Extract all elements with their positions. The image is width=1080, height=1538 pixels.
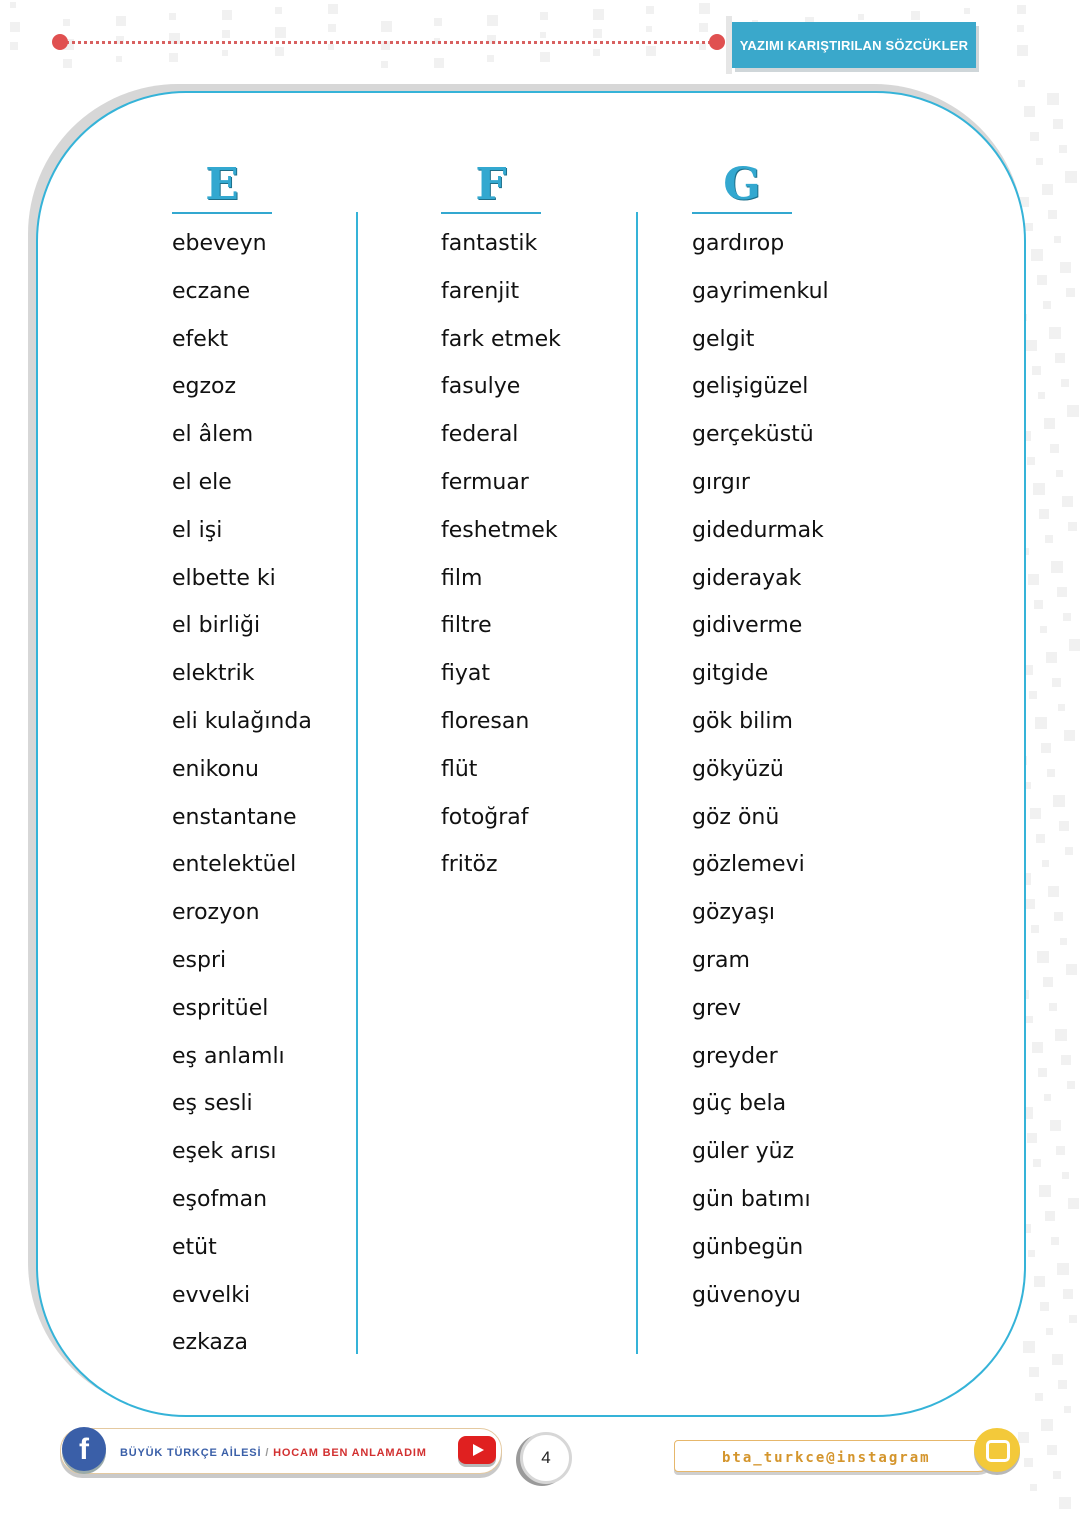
column-divider bbox=[356, 212, 358, 1354]
decorative-square bbox=[487, 55, 494, 62]
decorative-square bbox=[1063, 613, 1071, 621]
decorative-square bbox=[699, 43, 706, 50]
header-dot-left bbox=[52, 34, 68, 50]
word-item: enikonu bbox=[172, 756, 259, 782]
word-item: gidiverme bbox=[692, 613, 803, 639]
decorative-square bbox=[381, 21, 392, 32]
word-item: eşek arısı bbox=[172, 1139, 277, 1165]
word-item: eş sesli bbox=[172, 1091, 253, 1117]
word-item: gidedurmak bbox=[692, 517, 824, 543]
decorative-square bbox=[1044, 1094, 1051, 1101]
decorative-square bbox=[275, 47, 284, 56]
decorative-square bbox=[1041, 1419, 1053, 1431]
word-item: gözyaşı bbox=[692, 900, 776, 926]
word-list bbox=[172, 220, 312, 1367]
decorative-square bbox=[1042, 860, 1049, 867]
decorative-square bbox=[1061, 379, 1069, 387]
decorative-square bbox=[1017, 25, 1024, 32]
decorative-square bbox=[1068, 1198, 1079, 1209]
decorative-square bbox=[1034, 1276, 1045, 1287]
decorative-square bbox=[1069, 639, 1080, 651]
decorative-square bbox=[1047, 1445, 1057, 1455]
header-dot-right bbox=[709, 34, 725, 50]
decorative-square bbox=[1037, 951, 1049, 963]
word-item: filtre bbox=[441, 613, 492, 639]
youtube-icon[interactable] bbox=[458, 1436, 496, 1464]
decorative-square bbox=[1017, 45, 1028, 56]
word-item: gelişigüzel bbox=[692, 374, 809, 400]
decorative-square bbox=[1067, 1081, 1075, 1089]
word-item: fotoğraf bbox=[441, 804, 529, 830]
decorative-square bbox=[1043, 977, 1053, 987]
word-item: efekt bbox=[172, 326, 229, 352]
page-number: 4 bbox=[520, 1432, 572, 1484]
word-list bbox=[692, 220, 829, 1319]
word-item: enstantane bbox=[172, 804, 297, 830]
decorative-square bbox=[1064, 1406, 1071, 1413]
decorative-square bbox=[487, 15, 498, 26]
decorative-square bbox=[1056, 1146, 1065, 1155]
decorative-square bbox=[1064, 730, 1075, 741]
decorative-square bbox=[63, 59, 72, 68]
decorative-square bbox=[1028, 1250, 1035, 1257]
decorative-square bbox=[1067, 405, 1079, 417]
word-item: greyder bbox=[692, 1043, 778, 1069]
word-item: el işi bbox=[172, 517, 223, 543]
instagram-handle: bta_turkce@instagram bbox=[722, 1450, 931, 1466]
column-e bbox=[172, 160, 312, 1367]
word-item: fritöz bbox=[441, 852, 498, 878]
column-f bbox=[441, 160, 561, 889]
decorative-square bbox=[699, 23, 708, 32]
decorative-square bbox=[434, 58, 444, 68]
word-item: fark etmek bbox=[441, 326, 561, 352]
decorative-square bbox=[222, 30, 230, 38]
decorative-square bbox=[1046, 1328, 1053, 1335]
decorative-square bbox=[1051, 1237, 1059, 1245]
decorative-square bbox=[1027, 457, 1035, 465]
word-item: giderayak bbox=[692, 565, 802, 591]
decorative-square bbox=[1041, 743, 1051, 753]
decorative-square bbox=[1029, 1367, 1039, 1377]
word-item: güvenoyu bbox=[692, 1282, 801, 1308]
word-item: gayrimenkul bbox=[692, 278, 829, 304]
decorative-square bbox=[116, 56, 122, 62]
decorative-square bbox=[1025, 223, 1033, 231]
decorative-square bbox=[1018, 80, 1025, 87]
decorative-square bbox=[10, 2, 16, 8]
decorative-square bbox=[1040, 626, 1047, 633]
decorative-square bbox=[1032, 1042, 1043, 1053]
decorative-square bbox=[646, 46, 656, 56]
word-item: gırgır bbox=[692, 469, 750, 495]
decorative-square bbox=[593, 9, 604, 20]
decorative-square bbox=[1060, 262, 1071, 273]
decorative-square bbox=[1060, 938, 1067, 945]
decorative-square bbox=[1033, 483, 1045, 495]
footer-left-text bbox=[120, 1447, 427, 1459]
word-item: film bbox=[441, 565, 483, 591]
word-item: gün batımı bbox=[692, 1186, 811, 1212]
decorative-square bbox=[1049, 327, 1061, 339]
decorative-square bbox=[1040, 1302, 1049, 1311]
decorative-square bbox=[328, 44, 334, 50]
decorative-square bbox=[1031, 925, 1039, 933]
instagram-icon[interactable] bbox=[974, 1428, 1020, 1472]
word-item: günbegün bbox=[692, 1234, 804, 1260]
word-item: erozyon bbox=[172, 900, 260, 926]
word-item: eşofman bbox=[172, 1186, 268, 1212]
word-item: göz önü bbox=[692, 804, 780, 830]
column-letter: E bbox=[172, 160, 272, 214]
decorative-square bbox=[1030, 1484, 1037, 1491]
decorative-square bbox=[1043, 301, 1051, 309]
decorative-square bbox=[1039, 509, 1049, 519]
word-item: grev bbox=[692, 995, 742, 1021]
decorative-square bbox=[1054, 236, 1061, 243]
word-item: espritüel bbox=[172, 995, 269, 1021]
word-item: gerçeküstü bbox=[692, 422, 814, 448]
decorative-square bbox=[1050, 1120, 1061, 1131]
decorative-square bbox=[593, 29, 602, 38]
word-item: gitgide bbox=[692, 661, 769, 687]
decorative-square bbox=[1065, 847, 1073, 855]
decorative-square bbox=[1048, 886, 1059, 897]
decorative-square bbox=[1027, 1133, 1037, 1143]
word-item: fiyat bbox=[441, 661, 490, 687]
decorative-square bbox=[434, 18, 442, 26]
decorative-square bbox=[1030, 808, 1041, 819]
decorative-square bbox=[1053, 795, 1065, 807]
decorative-square bbox=[1054, 912, 1063, 921]
decorative-square bbox=[10, 42, 18, 50]
decorative-square bbox=[1030, 132, 1039, 141]
decorative-square bbox=[1023, 1341, 1035, 1353]
decorative-square bbox=[858, 14, 864, 20]
decorative-square bbox=[1053, 119, 1063, 129]
footer-channel: HOCAM BEN ANLAMADIM bbox=[273, 1447, 427, 1459]
decorative-square bbox=[1058, 704, 1065, 711]
word-item: farenjit bbox=[441, 278, 520, 304]
decorative-square bbox=[1066, 964, 1077, 975]
decorative-square bbox=[699, 3, 710, 14]
decorative-square bbox=[1038, 1068, 1047, 1077]
decorative-square bbox=[540, 12, 548, 20]
decorative-square bbox=[1017, 5, 1026, 14]
word-item: gardırop bbox=[692, 231, 785, 256]
decorative-square bbox=[1065, 171, 1077, 183]
decorative-square bbox=[1059, 1497, 1071, 1509]
footer-brand: BÜYÜK TÜRKÇE AİLESİ bbox=[120, 1447, 262, 1459]
word-item: elbette ki bbox=[172, 565, 276, 591]
decorative-square bbox=[1048, 210, 1057, 219]
decorative-square bbox=[1024, 1458, 1033, 1467]
decorative-square bbox=[1066, 288, 1075, 297]
word-item: güler yüz bbox=[692, 1139, 795, 1165]
word-item: gram bbox=[692, 947, 750, 973]
facebook-icon[interactable]: f bbox=[62, 1427, 106, 1471]
decorative-square bbox=[1038, 392, 1045, 399]
word-item: evvelki bbox=[172, 1282, 251, 1308]
word-item: eş anlamlı bbox=[172, 1043, 285, 1069]
decorative-square bbox=[1033, 1159, 1041, 1167]
word-item: fermuar bbox=[441, 469, 529, 495]
decorative-square bbox=[116, 16, 126, 26]
footer-separator: / bbox=[265, 1447, 270, 1459]
decorative-square bbox=[222, 10, 232, 20]
decorative-square bbox=[1024, 106, 1035, 117]
decorative-square bbox=[1052, 678, 1061, 687]
decorative-square bbox=[1056, 470, 1063, 477]
decorative-square bbox=[1042, 184, 1053, 195]
word-item: entelektüel bbox=[172, 852, 297, 878]
decorative-square bbox=[328, 4, 338, 14]
decorative-square bbox=[1034, 600, 1043, 609]
word-item: ezkaza bbox=[172, 1330, 248, 1356]
decorative-square bbox=[10, 22, 20, 32]
decorative-square bbox=[646, 6, 654, 14]
decorative-square bbox=[646, 26, 652, 32]
word-item: etüt bbox=[172, 1234, 217, 1260]
decorative-square bbox=[1035, 717, 1047, 729]
decorative-square bbox=[169, 53, 178, 62]
decorative-square bbox=[1052, 1354, 1063, 1365]
decorative-square bbox=[1018, 1432, 1029, 1443]
word-item: gözlemevi bbox=[692, 852, 805, 878]
decorative-square bbox=[169, 13, 176, 20]
column-divider bbox=[636, 212, 638, 1354]
word-item: flüt bbox=[441, 756, 478, 782]
decorative-square bbox=[275, 7, 282, 14]
decorative-square bbox=[1028, 574, 1039, 585]
decorative-square bbox=[1025, 899, 1035, 909]
word-item: gök bilim bbox=[692, 708, 793, 734]
word-item: el birliği bbox=[172, 613, 261, 639]
decorative-square bbox=[275, 27, 286, 38]
decorative-square bbox=[1055, 353, 1065, 363]
decorative-square bbox=[1035, 1393, 1043, 1401]
word-item: gökyüzü bbox=[692, 756, 784, 782]
decorative-square bbox=[1045, 1211, 1055, 1221]
decorative-square bbox=[1057, 587, 1067, 597]
decorative-square bbox=[911, 11, 920, 20]
decorative-square bbox=[1055, 1029, 1067, 1041]
decorative-square bbox=[540, 52, 550, 62]
word-item: eczane bbox=[172, 278, 251, 304]
decorative-square bbox=[1058, 1380, 1067, 1389]
column-letter: G bbox=[692, 160, 792, 214]
decorative-square bbox=[540, 32, 546, 38]
decorative-square bbox=[381, 61, 388, 68]
header-dotted-line bbox=[60, 41, 717, 44]
decorative-square bbox=[1062, 496, 1073, 507]
column-letter: F bbox=[441, 160, 541, 214]
word-item: fasulye bbox=[441, 374, 521, 400]
decorative-square bbox=[1045, 535, 1053, 543]
decorative-square bbox=[1037, 275, 1047, 285]
word-item: egzoz bbox=[172, 374, 237, 400]
decorative-square bbox=[1032, 366, 1041, 375]
decorative-square bbox=[1029, 691, 1037, 699]
decorative-square bbox=[1061, 1055, 1071, 1065]
decorative-square bbox=[1069, 1315, 1077, 1323]
decorative-square bbox=[1039, 1185, 1051, 1197]
decorative-square bbox=[1026, 1016, 1033, 1023]
decorative-square bbox=[1068, 522, 1077, 531]
decorative-square bbox=[1026, 340, 1037, 351]
word-item: el ele bbox=[172, 469, 232, 495]
word-item: ebeveyn bbox=[172, 231, 267, 256]
decorative-square bbox=[1050, 444, 1059, 453]
word-list bbox=[441, 220, 561, 889]
word-item: fantastik bbox=[441, 231, 538, 256]
column-g bbox=[692, 160, 829, 1319]
decorative-square bbox=[1036, 834, 1045, 843]
decorative-square bbox=[63, 19, 70, 26]
word-item: floresan bbox=[441, 708, 530, 734]
word-item: elektrik bbox=[172, 661, 255, 687]
page-title: YAZIMI KARIŞTIRILAN SÖZCÜKLER bbox=[732, 22, 976, 68]
word-item: el âlem bbox=[172, 422, 254, 448]
decorative-square bbox=[593, 49, 600, 56]
decorative-square bbox=[1049, 1003, 1057, 1011]
decorative-square bbox=[1063, 1289, 1073, 1299]
word-item: gelgit bbox=[692, 326, 755, 352]
decorative-square bbox=[1047, 93, 1059, 105]
decorative-square bbox=[1044, 418, 1055, 429]
word-item: espri bbox=[172, 947, 227, 973]
decorative-square bbox=[1031, 249, 1043, 261]
decorative-square bbox=[1062, 1172, 1069, 1179]
decorative-square bbox=[1053, 1471, 1061, 1479]
decorative-square bbox=[1051, 561, 1063, 573]
decorative-square bbox=[1047, 769, 1055, 777]
decorative-square bbox=[222, 50, 228, 56]
word-item: federal bbox=[441, 422, 519, 448]
decorative-square bbox=[1036, 158, 1043, 165]
decorative-square bbox=[1059, 145, 1067, 153]
word-item: feshetmek bbox=[441, 517, 558, 543]
decorative-square bbox=[328, 24, 336, 32]
decorative-square bbox=[1059, 821, 1069, 831]
decorative-square bbox=[1057, 1263, 1069, 1275]
word-item: eli kulağında bbox=[172, 708, 312, 734]
decorative-square bbox=[964, 8, 970, 14]
word-item: güç bela bbox=[692, 1091, 787, 1117]
decorative-square bbox=[1046, 652, 1057, 663]
